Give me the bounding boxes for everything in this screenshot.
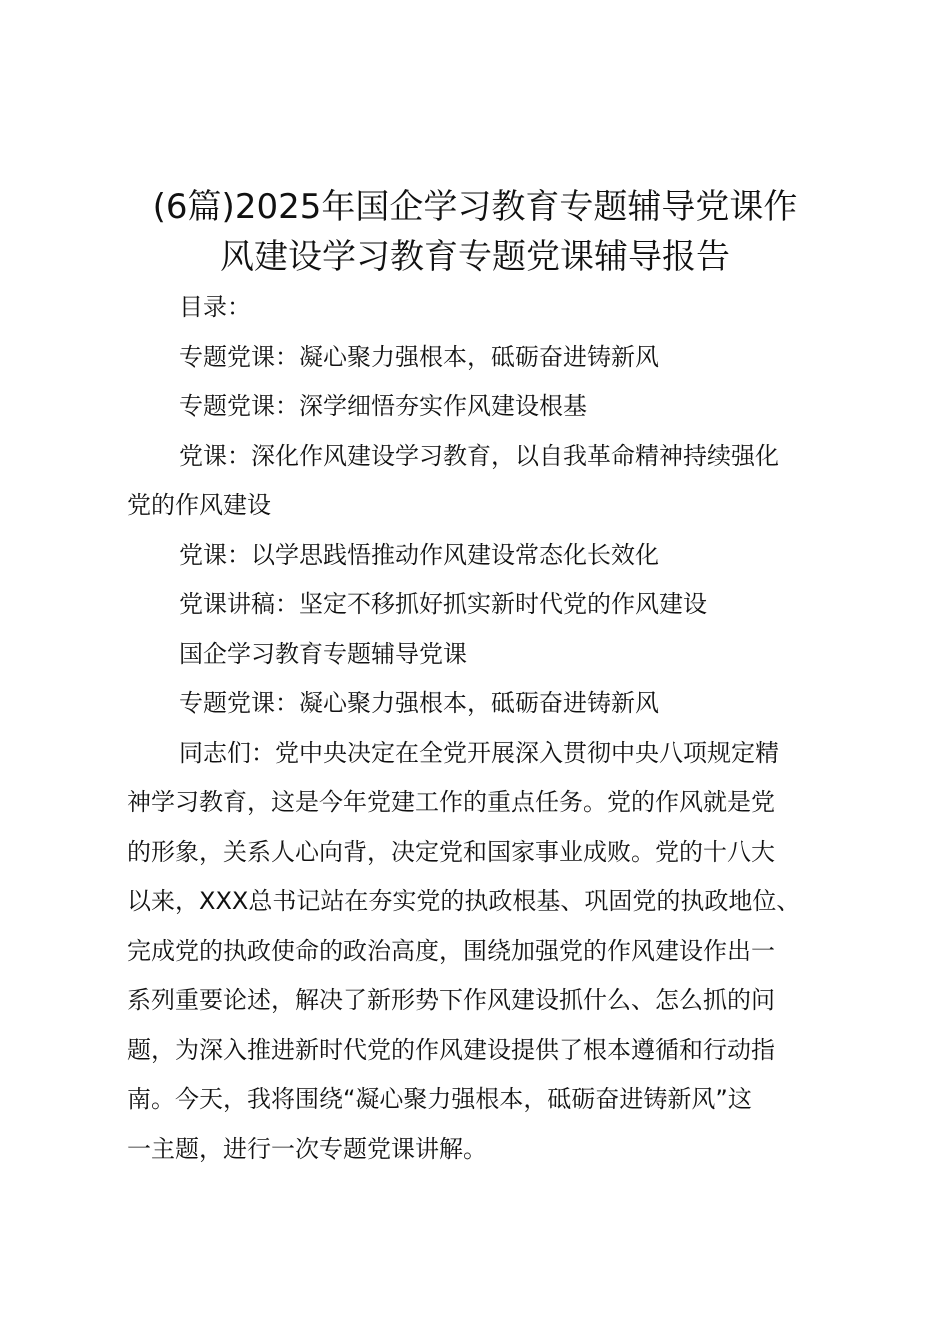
toc-item: 专题党课：深学细悟夯实作风建设根基 [179, 392, 587, 420]
body-line: 的形象，关系人心向背，决定党和国家事业成败。党的十八大 [127, 838, 775, 866]
body-line: 神学习教育，这是今年党建工作的重点任务。党的作风就是党 [127, 788, 775, 816]
body-line: 一主题，进行一次专题党课讲解。 [127, 1135, 487, 1163]
toc-item: 党课：以学思践悟推动作风建设常态化长效化 [179, 541, 659, 569]
document-title-line-1: (6篇)2025年国企学习教育专题辅导党课作 [152, 187, 798, 227]
body-line: 完成党的执政使命的政治高度，围绕加强党的作风建设作出一 [127, 937, 775, 965]
document-title-line-2: 风建设学习教育专题党课辅导报告 [220, 237, 730, 277]
toc-item: 党课：深化作风建设学习教育，以自我革命精神持续强化 [179, 442, 779, 470]
body-line: 系列重要论述，解决了新形势下作风建设抓什么、怎么抓的问 [127, 986, 775, 1014]
body-line: 同志们：党中央决定在全党开展深入贯彻中央八项规定精 [179, 739, 779, 767]
body-line: 题，为深入推进新时代党的作风建设提供了根本遵循和行动指 [127, 1036, 775, 1064]
toc-item: 党课讲稿：坚定不移抓好抓实新时代党的作风建设 [179, 590, 707, 618]
body-line: 南。今天，我将围绕“凝心聚力强根本，砥砺奋进铸新风”这 [127, 1085, 752, 1113]
toc-label: 目录： [179, 293, 251, 321]
section-heading: 国企学习教育专题辅导党课 [179, 640, 467, 668]
toc-item-continuation: 党的作风建设 [127, 491, 271, 519]
body-line: 以来，XXX总书记站在夯实党的执政根基、巩固党的执政地位、 [127, 887, 801, 915]
toc-item: 专题党课：凝心聚力强根本，砥砺奋进铸新风 [179, 343, 659, 371]
section-subheading: 专题党课：凝心聚力强根本，砥砺奋进铸新风 [179, 689, 659, 717]
